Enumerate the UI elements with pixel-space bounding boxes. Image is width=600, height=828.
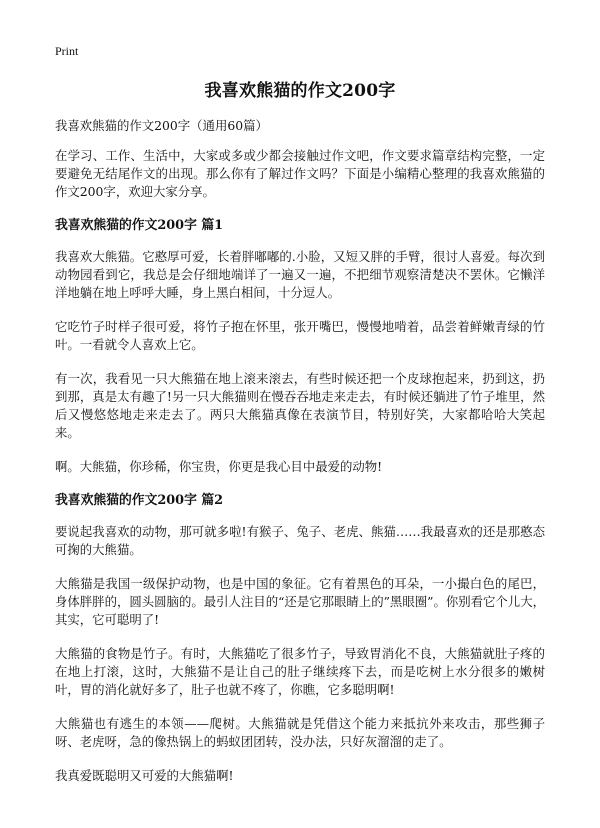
paragraph: 啊。大熊猫，你珍稀，你宝贵，你更是我心目中最爱的动物! [55,459,383,474]
paragraph: 有一次，我看见一只大熊猫在地上滚来滚去，有些时候还把一个皮球抱起来，扔到这，扔到那，真是太有趣了!另一只大熊猫则在慢吞吞地走来走去，有时候还躺进了竹子堆里，然后又慢悠悠地走来走去了。两只大熊猫真像在表演节目，特别好笑，大家都哈哈大笑起来。 [55,371,545,440]
page-title: 我喜欢熊猫的作文200字 [204,81,396,101]
paragraph: 我真爱既聪明又可爱的大熊猫啊! [55,768,234,783]
paragraph: 大熊猫也有逃生的本领——爬树。大熊猫就是凭借这个能力来抵抗外来攻击，那些狮子呀、老虎呀，急的像热锅上的蚂蚁团团转，没办法，只好灰溜溜的走了。 [55,716,545,749]
subtitle: 我喜欢熊猫的作文200字（通用60篇） [55,118,268,133]
paragraph: 我喜欢大熊猫。它憨厚可爱，长着胖嘟嘟的.小脸，又短又胖的手臂，很讨人喜爱。每次到动物园看到它，我总是会仔细地端详了一遍又一遍，不把细节观察清楚决不罢休。它懒洋洋地躺在地上呼呼大睡，身上黑白相间，十分逗人。 [55,249,545,300]
paragraph: 它吃竹子时样子很可爱，将竹子抱在怀里，张开嘴巴，慢慢地啃着，品尝着鲜嫩青绿的竹叶。一看就令人喜欢上它。 [55,319,545,352]
section-heading-1: 我喜欢熊猫的作文200字 篇1 [55,218,224,233]
section-heading-2: 我喜欢熊猫的作文200字 篇2 [55,493,224,508]
paragraph: 要说起我喜欢的动物，那可就多啦!有猴子、兔子、老虎、熊猫……我最喜欢的还是那憨态可掬的大熊猫。 [55,524,545,557]
paragraph: 大熊猫是我国一级保护动物，也是中国的象征。它有着黑色的耳朵，一小撮白色的尾巴，身体胖胖的，圆头圆脑的。最引人注目的“还是它那眼睛上的”黑眼圈”。你别看它个儿大，其实，它可聪明了! [55,576,545,627]
paragraph: 大熊猫的食物是竹子。有时，大熊猫吃了很多竹子，导致胃消化不良，大熊猫就肚子疼的在地上打滚，这时，大熊猫不是让自己的肚子继续疼下去，而是吃树上水分很多的嫩树叶，胃的消化就好多了，肚子也就不疼了，你瞧，它多聪明啊! [55,646,545,697]
intro-paragraph: 在学习、工作、生活中，大家或多或少都会接触过作文吧，作文要求篇章结构完整，一定要避免无结尾作文的出现。那么你有了解过作文吗？下面是小编精心整理的我喜欢熊猫的作文200字，欢迎大家分享。 [55,148,545,199]
print-label: Print [55,44,79,58]
